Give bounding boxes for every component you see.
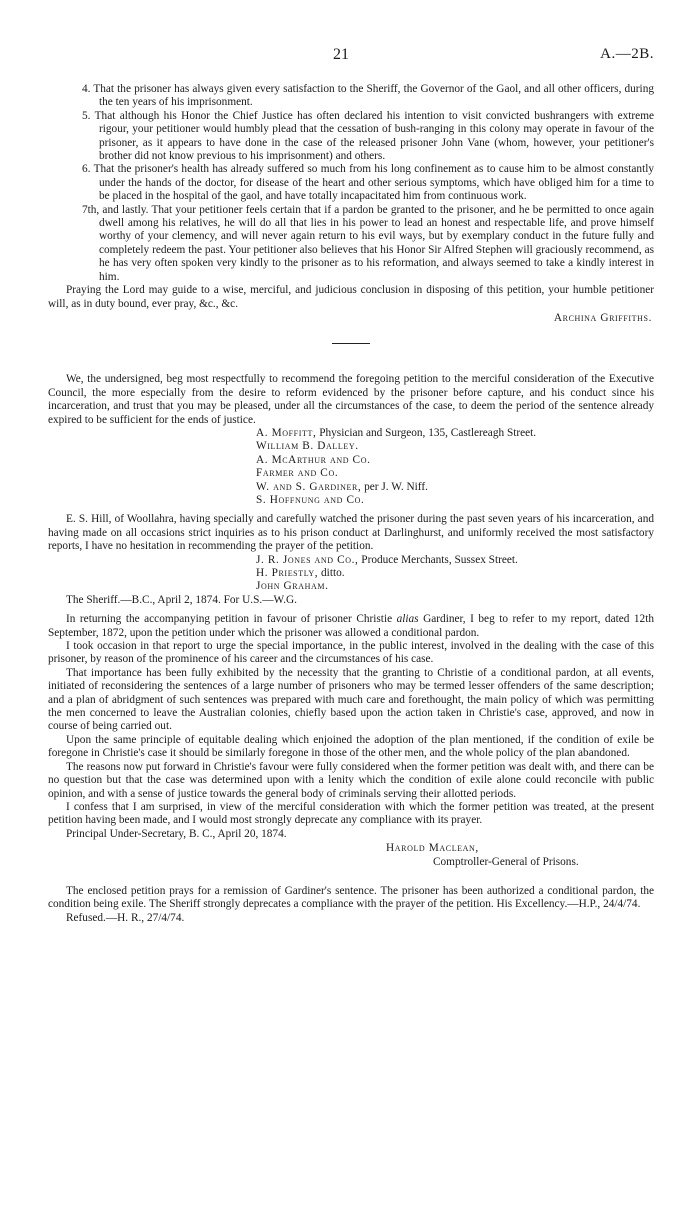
report-text: Gardiner, I beg to refer to my report, dated 12th September, 1872, upon the petition under which the prisoner was allowed a conditional pardon. (48, 613, 654, 639)
report-paragraph: I took occasion in that report to urge the special importance, in the public interest, involved in the dealing with the case of this prisoner, by reason of the prominence of his career and the circumstances of his case. (48, 640, 654, 666)
report-paragraph: That importance has been fully exhibited by the necessity that the granting to Christie of a conditional pardon, at all events, initiated of reconsidering the sentences of a large number of prisoners who may be termed lesser offenders of the same description; and a plan of abridgment of such sentences was prepared with much care and forethought, the main policy of which was permitting the men concerned to leave the Australian colonies, chiefly based upon the action taken in Christie's case, approved, and now in course of being carried out. (48, 666, 654, 733)
recommendation-signatories (48, 427, 654, 507)
petition-item: 5. That although his Honor the Chief Justice has often declared his intention to visit convicted bushrangers with extreme rigour, your petitioner would humbly plead that the cessation of bush-ranging in this colony may operate in favour of the prisoner, as it appears to have done in the case of the released prisoner John Vane (whom, however, your petitioner's brother did not know previous to his imprisonment) and others. (82, 109, 654, 163)
section-divider (332, 343, 370, 344)
signatory-desc: Produce Merchants, Sussex Street. (358, 553, 518, 566)
petition-item: 4. That the prisoner has always given every satisfaction to the Sheriff, the Governor of the Gaol, and all other officers, during the ten years of his imprisonment. (82, 83, 654, 109)
signatory-name: A. McArthur and Co. (256, 453, 371, 466)
signatory-line (256, 440, 654, 453)
petition-item: 6. That the prisoner's health has already suffered so much from his long confinement as to cause him to be almost constantly under the hands of the doctor, for disease of the heart and other serious symptoms, which have obliged him for a time to be placed in the hospital of the gaol, and have totally incapacitated him from continuous work. (82, 163, 654, 203)
signatory-name: William B. Dalley. (256, 440, 359, 453)
signatory-line (256, 454, 654, 467)
report-paragraph: I confess that I am surprised, in view of the merciful consideration with which the former petition was treated, at the present petition having been made, and I would most strongly deprecate any compliance with its prayer. (48, 800, 654, 827)
under-secretary-note: Principal Under-Secretary, B. C., April 20, 1874. (66, 827, 287, 840)
signatory-line (256, 567, 654, 580)
hill-statement: E. S. Hill, of Woollahra, having specially and carefully watched the prisoner during the past seven years of his incarceration, and having made on all occasions strict inquiries as to his prison conduct at Darlinghurst, and uniformly received the most satisfactory reports, I have no hesitation in recommending the prayer of the petition. (48, 513, 654, 553)
document-body (48, 83, 654, 925)
signatory-name: Farmer and Co. (256, 467, 339, 480)
signatory-line (256, 427, 654, 440)
recommendation-text: We, the undersigned, beg most respectfully to recommend the foregoing petition to the merciful consideration of the Executive Council, the more especially from the desire to reform evidenced by the prisoner before capture, and his conduct since his incarceration, and trust that you may be pleased, under all the circumstances of the case, to deem the period of the sentence already expired to be sufficient for the ends of justice. (48, 373, 654, 426)
page-header (0, 48, 700, 68)
report-italic: alias (396, 613, 419, 626)
signatory-line (256, 554, 654, 567)
signatory-name: S. Hoffnung and Co. (256, 493, 365, 506)
signatory-line (256, 481, 654, 494)
refused-note: Refused.—H. R., 27/4/74. (66, 911, 185, 924)
signatory-name: W. and S. Gardiner, (256, 480, 362, 493)
signatory-name: H. Priestly, (256, 567, 319, 579)
signatory-desc: Physician and Surgeon, 135, Castlereagh Street. (316, 426, 537, 439)
report-paragraph: The reasons now put forward in Christie's favour were fully considered when the former petition was dealt with, and there can be no question but that the case was determined upon with a lenity which the condition of exile alone could reconcile with public opinion, and with a sense of justice towards the general body of criminals serving their allotted periods. (48, 760, 654, 800)
sheriff-note: The Sheriff.—B.C., April 2, 1874. For U.S.—W.G. (66, 593, 297, 606)
report-paragraph: Upon the same principle of equitable dealing which enjoined the adoption of the plan mentioned, if the condition of exile be foregone in Christie's case it should be similarly foregone in those of the other men, and the whole policy of the plan abandoned. (48, 733, 654, 760)
report-text: In returning the accompanying petition in favour of prisoner Christie (66, 613, 397, 626)
signatory-line (256, 494, 654, 507)
petition-item: 7th, and lastly. That your petitioner feels certain that if a pardon be granted to the prisoner, and he be permitted to once again dwell among his relatives, he will do all that lies in his power to lead an honest and respectable life, and prove himself worthy of your clemency, and will never again return to his evil ways, but by exemplary conduct in the future fully and completely redeem the past. Your petitioner also believes that his Honor Sir Alfred Stephen will graciously recommend, as he has very often spoken very kindly to the prisoner as to his reformation, and always seemed to take a kindly interest in him. (82, 203, 654, 283)
signatory-line (256, 580, 654, 593)
signatory-name: John Graham. (256, 580, 329, 593)
maclean-title: Comptroller-General of Prisons. (433, 855, 579, 868)
petition-signature: Archina Griffiths. (553, 311, 652, 324)
maclean-signature: Harold Maclean, (386, 842, 479, 855)
signatory-line (256, 467, 654, 480)
signatory-name: J. R. Jones and Co., (256, 553, 359, 566)
signatory-desc: ditto. (318, 567, 345, 579)
hill-signatories (48, 554, 654, 594)
signatory-name: A. Moffitt, (256, 426, 317, 439)
report-paragraph (48, 613, 654, 640)
page-number: 21 (333, 46, 349, 63)
signatory-desc: per J. W. Niff. (361, 480, 428, 493)
petition-closing: Praying the Lord may guide to a wise, merciful, and judicious conclusion in disposing of this petition, your humble petitioner will, as in duty bound, ever pray, &c., &c. (48, 284, 654, 310)
final-note: The enclosed petition prays for a remission of Gardiner's sentence. The prisoner has been authorized a conditional pardon, the condition being exile. The Sheriff strongly deprecates a compliance with the prayer of the petition. His Excellency.—H.P., 24/4/74. (48, 884, 654, 911)
document-reference: A.—2B. (600, 46, 654, 62)
